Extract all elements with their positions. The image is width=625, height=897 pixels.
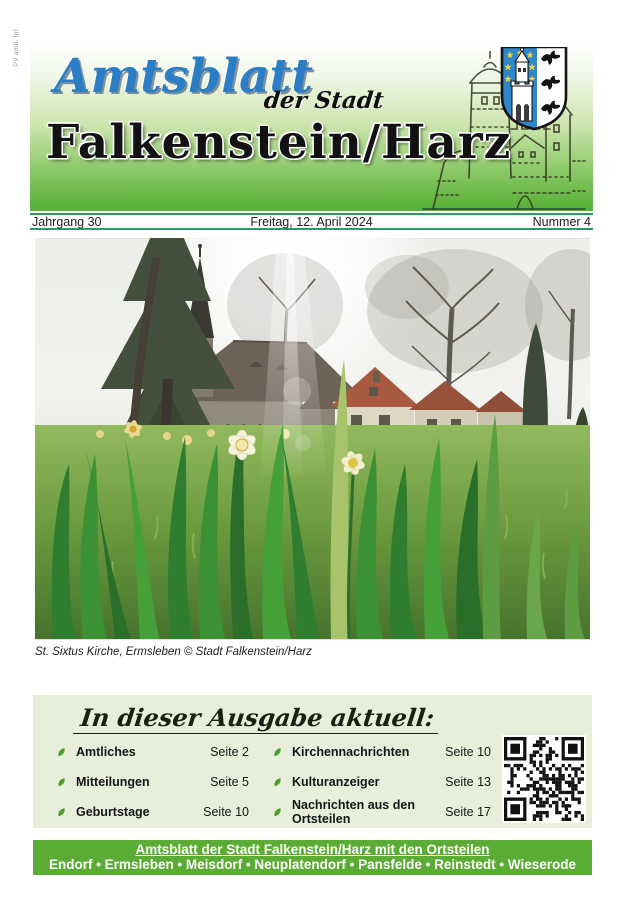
toc-item-label: Kirchennachrichten [292,744,410,759]
footer-title: Amtsblatt der Stadt Falkenstein/Harz mit den Ortsteilen [135,842,490,857]
toc-item-page: Seite 10 [203,804,249,819]
publication-title: Amtsblatt [54,49,313,104]
toc-title-text: In dieser Ausgabe aktuell: [73,703,442,734]
qr-code[interactable] [502,735,586,823]
toc-title [31,703,484,732]
toc-item-label: Kulturanzeiger [292,774,380,789]
toc-item-page: Seite 17 [445,804,491,819]
toc-item-kirchennachrichten[interactable] [273,741,491,762]
masthead [30,47,593,211]
issue-info-bar [30,213,593,230]
publication-subtitle: der Stadt [262,87,386,114]
toc-item-page: Seite 5 [210,774,249,789]
toc-item-amtliches[interactable] [57,741,249,762]
toc-item-label: Geburtstage [76,804,150,819]
toc-item-page: Seite 2 [210,744,249,759]
toc-item-mitteilungen[interactable] [57,771,249,792]
footer-bar [33,840,592,875]
toc-item-page: Seite 13 [445,774,491,789]
cover-photo [35,238,590,640]
toc-item-label: Amtliches [76,744,136,759]
photo-caption: St. Sixtus Kirche, Ermsleben © Stadt Falkenstein/Harz [35,646,312,658]
leaf-bullet-icon [57,807,66,817]
issue-date: Freitag, 12. April 2024 [250,214,373,229]
publication-city: Falkenstein/Harz [46,115,512,170]
church-spring-photo [35,238,590,640]
toc-box [33,695,592,828]
issue-volume: Jahrgang 30 [32,214,102,229]
leaf-bullet-icon [57,777,66,787]
toc-item-nachrichten-ortsteile[interactable] [273,797,491,826]
toc-item-geburtstage[interactable] [57,801,249,822]
postal-marker: PV amtl. Inf. [14,26,20,66]
toc-grid [57,741,491,826]
toc-item-label: Nachrichten aus den Ortsteilen [292,797,415,826]
leaf-bullet-icon [57,747,66,757]
footer-ortsteile: Endorf • Ermsleben • Meisdorf • Neuplatendorf • Pansfelde • Reinstedt • Wieserode [48,857,577,872]
issue-number: Nummer 4 [532,214,591,229]
toc-item-page: Seite 10 [445,744,491,759]
leaf-bullet-icon [273,777,282,787]
leaf-bullet-icon [273,747,282,757]
toc-item-label: Mitteilungen [76,774,150,789]
toc-item-kulturanzeiger[interactable] [273,771,491,792]
leaf-bullet-icon [273,807,282,817]
